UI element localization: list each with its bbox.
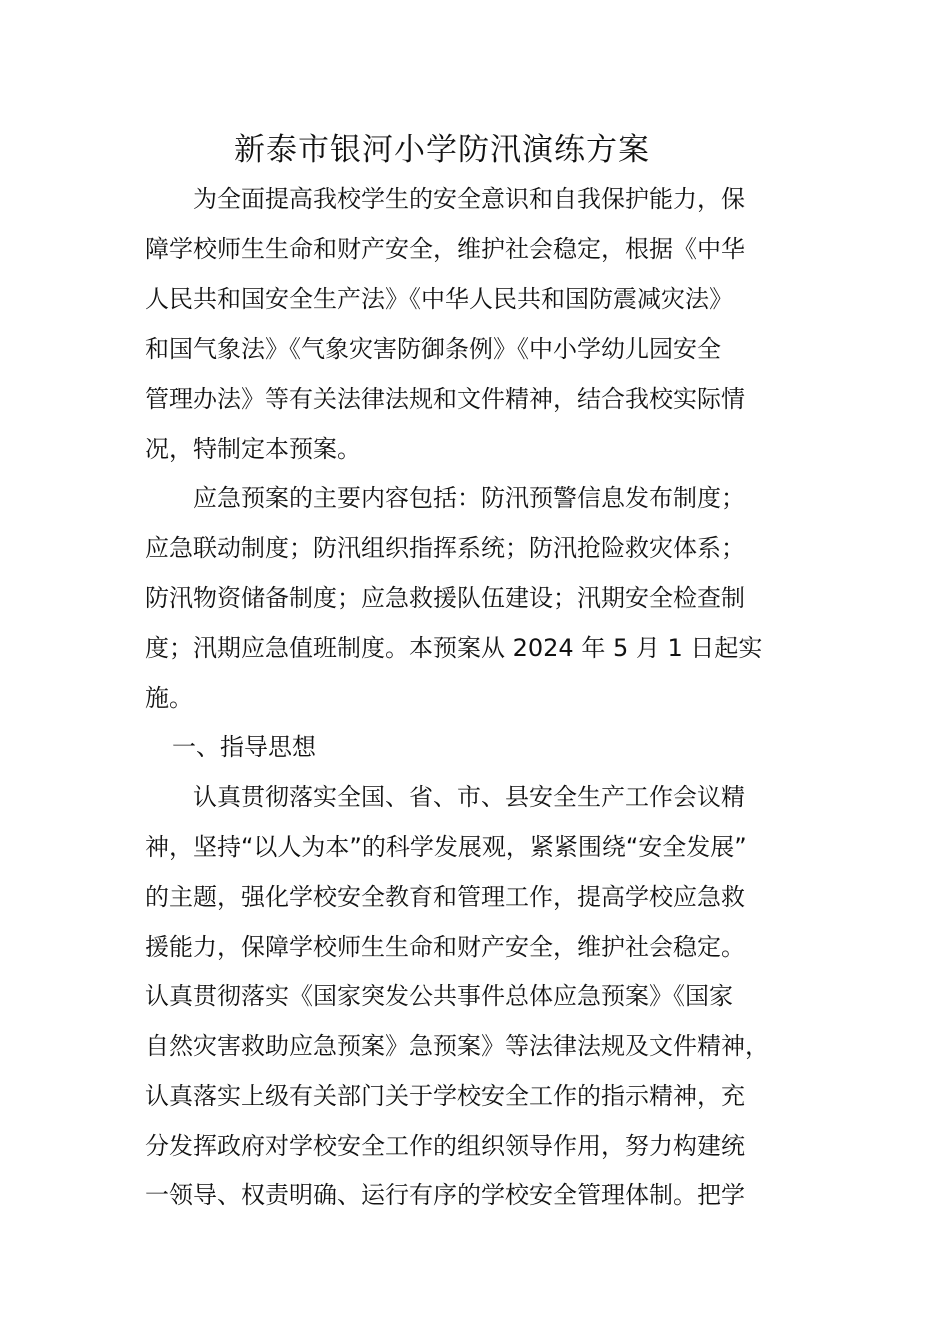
paragraph-line: 应急联动制度；防汛组织指挥系统；防汛抢险救灾体系； [145, 534, 745, 562]
paragraph-line: 援能力，保障学校师生生命和财产安全，维护社会稳定。 [145, 933, 745, 961]
paragraph-line: 为全面提高我校学生的安全意识和自我保护能力，保 [193, 185, 745, 213]
section-heading: 一、指导思想 [172, 733, 316, 761]
paragraph-line: 度；汛期应急值班制度。本预案从 2024 年 5 月 1 日起实 [145, 634, 763, 662]
paragraph-line: 认真落实上级有关部门关于学校安全工作的指示精神，充 [145, 1082, 745, 1110]
paragraph-line: 防汛物资储备制度；应急救援队伍建设；汛期安全检查制 [145, 584, 745, 612]
paragraph-line: 况，特制定本预案。 [145, 435, 361, 463]
paragraph-line: 管理办法》等有关法律法规和文件精神，结合我校实际情 [145, 385, 745, 413]
paragraph-line: 应急预案的主要内容包括：防汛预警信息发布制度； [193, 484, 745, 512]
paragraph-line: 一领导、权责明确、运行有序的学校安全管理体制。把学 [145, 1181, 745, 1209]
paragraph-line: 自然灾害救助应急预案》急预案》等法律法规及文件精神， [145, 1032, 769, 1060]
paragraph-line: 施。 [145, 684, 193, 712]
paragraph-line: 认真贯彻落实全国、省、市、县安全生产工作会议精 [193, 783, 745, 811]
paragraph-line: 认真贯彻落实《国家突发公共事件总体应急预案》《国家 [145, 982, 733, 1010]
paragraph-line: 和国气象法》《气象灾害防御条例》《中小学幼儿园安全 [145, 335, 721, 363]
paragraph-line: 人民共和国安全生产法》《中华人民共和国防震减灾法》 [145, 285, 733, 313]
document-title: 新泰市银河小学防汛演练方案 [234, 132, 650, 168]
paragraph-line: 分发挥政府对学校安全工作的组织领导作用，努力构建统 [145, 1132, 745, 1160]
paragraph-line: 的主题，强化学校安全教育和管理工作，提高学校应急救 [145, 883, 745, 911]
paragraph-line: 神，坚持“以人为本”的科学发展观，紧紧围绕“安全发展” [145, 833, 747, 861]
paragraph-line: 障学校师生生命和财产安全，维护社会稳定，根据《中华 [145, 235, 745, 263]
